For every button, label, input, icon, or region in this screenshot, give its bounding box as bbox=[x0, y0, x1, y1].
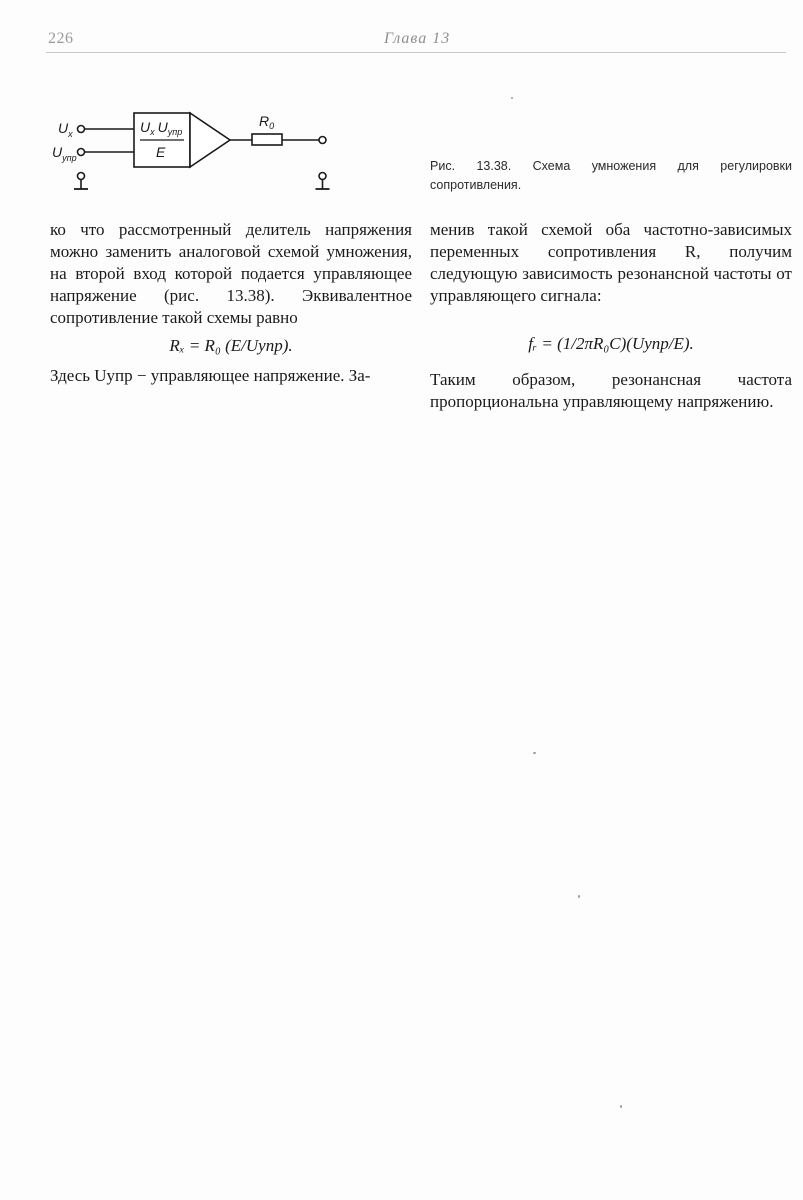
header-rule bbox=[46, 52, 786, 53]
scan-speck bbox=[578, 895, 580, 898]
page-header bbox=[46, 28, 786, 54]
left-paragraph-1: ко что рассмотренный делитель напряжения можно заменить аналоговой схемой умножения, на второй вход которой подается управляющее напряжение (рис. 13.38). Эквивалентное сопротивление такой схемы равно bbox=[50, 220, 412, 327]
multiplier-denominator: E bbox=[156, 144, 166, 160]
figure-caption: Рис. 13.38. Схема умножения для регулировки сопротивления. bbox=[430, 159, 792, 192]
resistor-label: $R_0$ bbox=[259, 113, 275, 131]
input-ux-label: $U_x$ bbox=[58, 120, 73, 139]
page-number: 226 bbox=[48, 30, 74, 47]
left-paragraph-2: Здесь Uупр − управляющее напряжение. За- bbox=[50, 366, 371, 385]
ground-symbol-left bbox=[74, 173, 88, 190]
multiplier-numerator: $U_x$ $U_{упр}$ bbox=[140, 119, 183, 137]
input-uupr-terminal bbox=[52, 144, 134, 163]
left-column bbox=[50, 219, 412, 387]
multiplier-block bbox=[134, 113, 190, 167]
scan-speck bbox=[511, 97, 513, 99]
right-paragraph-2: Таким образом, резонансная частота пропорциональна управляющему напряжению. bbox=[430, 370, 792, 411]
scan-speck bbox=[620, 1105, 622, 1108]
scan-speck bbox=[533, 752, 536, 754]
buffer-amplifier bbox=[190, 113, 252, 167]
input-uupr-label: $U_{упр}$ bbox=[52, 144, 77, 163]
circuit-diagram bbox=[48, 100, 348, 200]
formula-fr: fᵣ = (1/2πR₀C)(Uупр/E). bbox=[528, 334, 694, 353]
ground-symbol-right bbox=[316, 173, 330, 190]
running-head: Глава 13 bbox=[384, 30, 451, 47]
output-terminal bbox=[319, 137, 326, 144]
formula-rx: Rₓ = R₀ (E/Uупр). bbox=[169, 336, 293, 355]
circuit-figure bbox=[48, 100, 348, 200]
input-ux-terminal bbox=[58, 120, 134, 139]
right-column bbox=[430, 219, 792, 413]
resistor-r0 bbox=[252, 113, 326, 145]
right-paragraph-1: менив такой схемой оба частотно-зависимых переменных сопротивления R, получим следующую зависимость резонансной частоты от управляющего сигнала: bbox=[430, 220, 792, 305]
